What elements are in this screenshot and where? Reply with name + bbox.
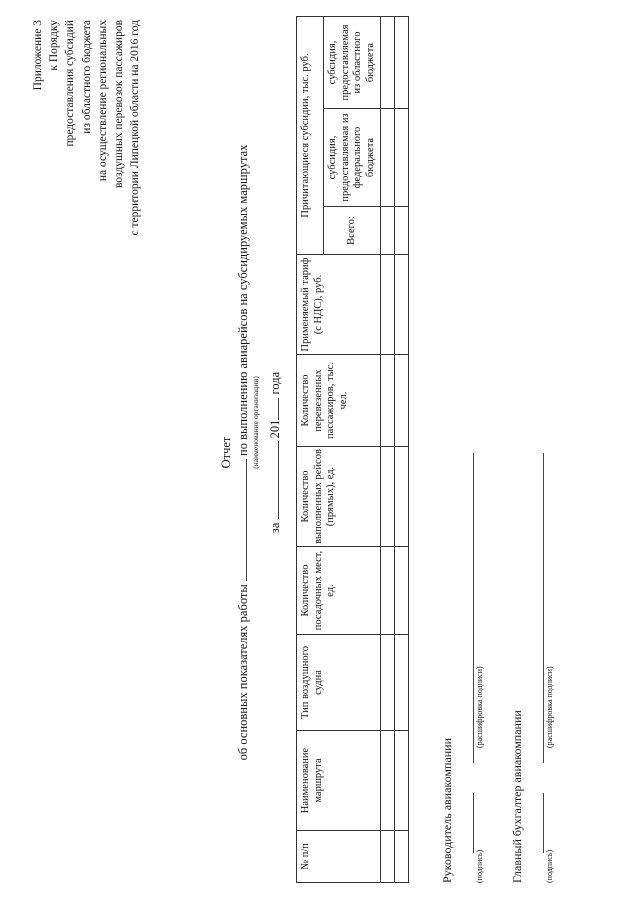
appendix-line: воздушных перевозок пассажиров xyxy=(113,20,126,189)
head-title: Руководитель авиакомпании xyxy=(440,737,454,883)
report-title-block xyxy=(218,0,283,905)
accountant-signature-block xyxy=(510,666,554,883)
report-heading: Отчет xyxy=(219,436,233,469)
header-flights: Количество выполненных рейсов (прямых), ед. xyxy=(297,447,381,547)
period-blank[interactable] xyxy=(266,442,279,520)
period-year: 201 xyxy=(268,419,282,439)
header-subsidy-group: Причитающиеся субсидии, тыс. руб. xyxy=(297,16,324,254)
year-blank[interactable] xyxy=(266,398,279,420)
appendix-line: предоставления субсидий xyxy=(64,20,77,147)
report-period-line xyxy=(266,0,283,905)
accountant-title: Главный бухгалтер авиакомпании xyxy=(510,710,524,883)
signature-caption: (подпись) xyxy=(545,849,554,883)
head-signature-row xyxy=(463,666,484,883)
signature-caption: (подпись) xyxy=(475,849,484,883)
report-table xyxy=(296,16,409,883)
appendix-line: с территории Липецкой области на 2016 год xyxy=(129,20,142,236)
header-no: № п/п xyxy=(297,831,381,883)
header-federal: субсидия, предоставляемая из федерального бюджета xyxy=(324,109,381,207)
header-seats: Количество посадочных мест, ед. xyxy=(297,547,381,635)
report-subject-start: об основных показателях работы xyxy=(236,584,250,761)
accountant-signature-row xyxy=(533,666,554,883)
accountant-signature-line[interactable] xyxy=(533,793,544,853)
table-header-row xyxy=(297,16,324,882)
header-tariff: Применяемый тариф (с НДС), руб. xyxy=(297,255,381,355)
accountant-decryption-line[interactable] xyxy=(533,453,544,763)
report-subject-end: по выполнению авиарейсов на субсидируемых маршрутах xyxy=(236,144,250,456)
table-row xyxy=(381,16,395,882)
appendix-line: Приложение 3 xyxy=(32,20,44,91)
head-decryption-line[interactable] xyxy=(463,453,474,763)
organization-name-blank[interactable] xyxy=(234,459,247,581)
period-suffix: года xyxy=(268,371,282,395)
table-row xyxy=(395,16,409,882)
header-total: Всего: xyxy=(324,207,381,255)
report-subject-line xyxy=(234,0,251,905)
period-prefix: за xyxy=(268,522,282,534)
header-passengers: Количество перевезенных пассажиров, тыс. чел. xyxy=(297,355,381,447)
decryption-caption: (расшифровка подписи) xyxy=(545,666,554,748)
appendix-line: из областного бюджета xyxy=(80,20,93,134)
decryption-caption: (расшифровка подписи) xyxy=(475,666,484,748)
appendix-line: к Порядку xyxy=(48,20,61,71)
header-regional: субсидия, предоставляемая из областного бюджета xyxy=(324,16,381,108)
header-route: Наименование маршрута xyxy=(297,731,381,831)
header-aircraft: Тип воздушного судна xyxy=(297,635,381,731)
organization-caption: (наименование организации) xyxy=(251,376,260,469)
appendix-line: на осуществление региональных xyxy=(96,20,109,182)
head-signature-line[interactable] xyxy=(463,793,474,853)
head-signature-block xyxy=(440,666,484,883)
appendix-header xyxy=(30,20,143,236)
